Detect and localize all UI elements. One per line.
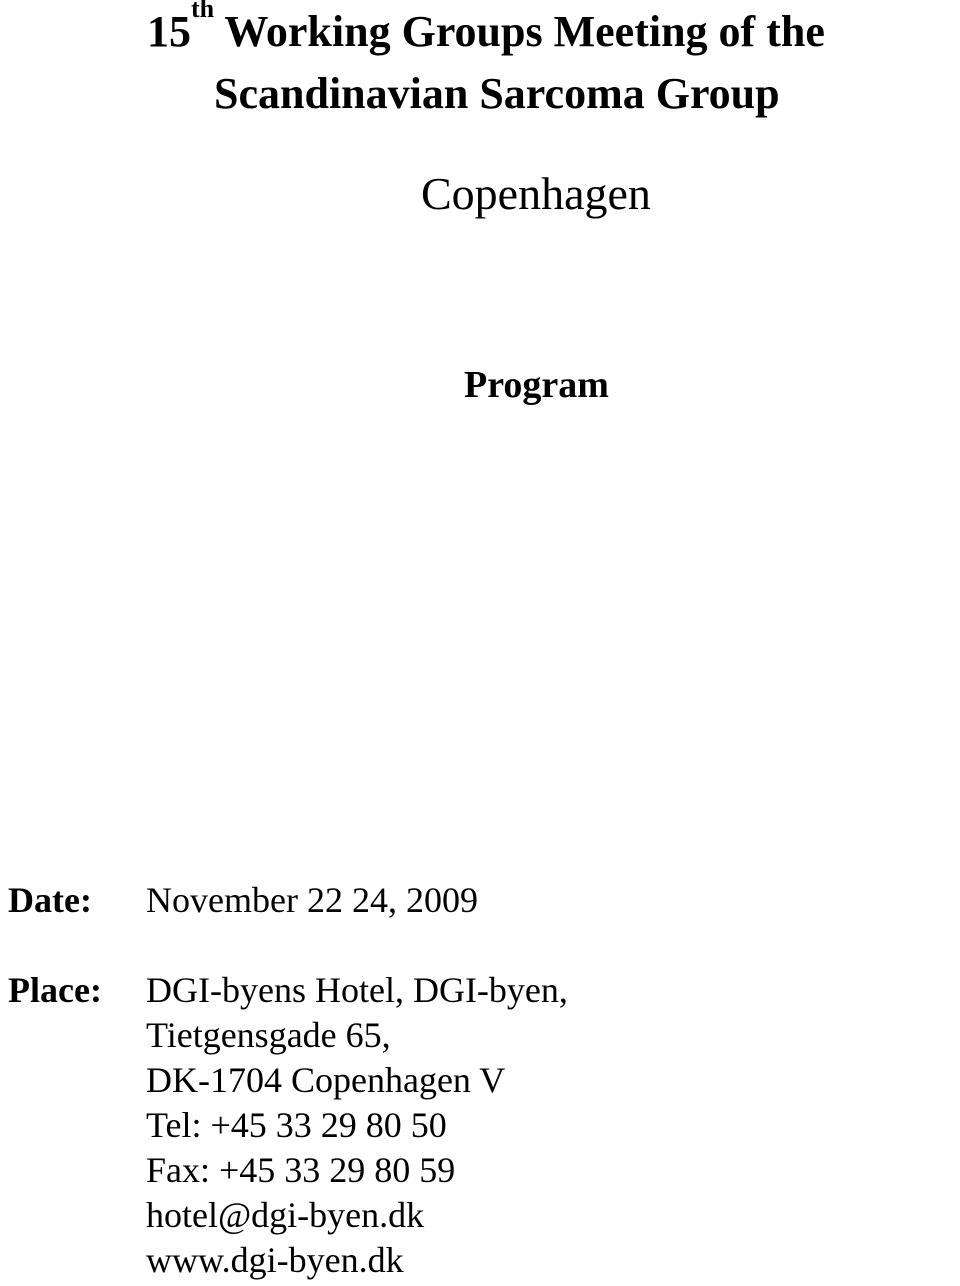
address-line-website: www.dgi-byen.dk	[146, 1240, 404, 1280]
address-line-street: Tietgensgade 65,	[146, 1015, 391, 1055]
address-line-email: hotel@dgi-byen.dk	[146, 1195, 425, 1235]
address-line-hotel: DGI-byens Hotel, DGI-byen,	[146, 970, 568, 1010]
title-ordinal-suffix: th	[191, 0, 215, 23]
date-value: November 22 24, 2009	[146, 880, 478, 920]
address-line-telephone: Tel: +45 33 29 80 50	[146, 1105, 447, 1145]
place-label: Place:	[8, 970, 102, 1010]
document-title-line2: Scandinavian Sarcoma Group	[214, 69, 780, 118]
section-heading-program: Program	[464, 364, 609, 406]
title-line1-text: Working Groups Meeting of the	[214, 7, 825, 56]
address-line-fax: Fax: +45 33 29 80 59	[146, 1150, 456, 1190]
address-line-postcode: DK-1704 Copenhagen V	[146, 1060, 506, 1100]
city-subtitle: Copenhagen	[421, 168, 651, 219]
place-address-block	[146, 968, 568, 1283]
title-number: 15	[147, 7, 191, 56]
document-title-line1	[147, 2, 825, 62]
date-label: Date:	[8, 880, 92, 920]
